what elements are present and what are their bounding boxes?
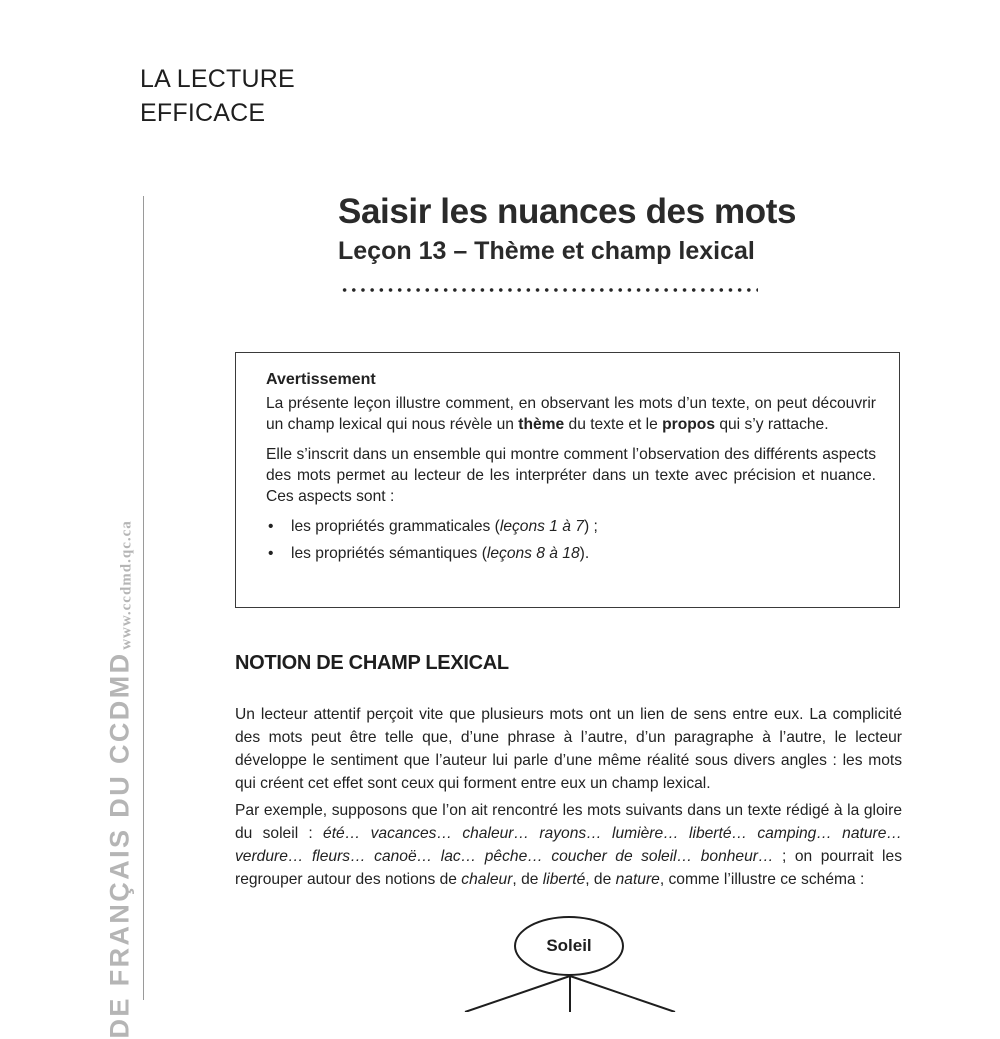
dotted-separator: [340, 287, 758, 293]
bullet-icon: •: [268, 545, 274, 562]
example-words: été… vacances… chaleur… rayons… lumière… liberté… camping… nature… verdure… fleurs… canoë… lac… pêche… coucher de soleil… bonheur…: [235, 825, 902, 865]
branch-right: [570, 976, 675, 1012]
document-header: [140, 62, 295, 130]
notion-liberte: liberté: [542, 871, 586, 888]
notion-nature: nature: [615, 871, 660, 888]
lesson-reference: leçons 8 à 18: [486, 545, 580, 562]
page-title: Saisir les nuances des mots: [338, 192, 797, 231]
title-block: [338, 190, 796, 266]
warning-title: Avertissement: [266, 371, 376, 388]
diagram-branches: [420, 972, 720, 1012]
list-item: • les propriétés sémantiques (leçons 8 à 18).: [268, 545, 590, 562]
sidebar-url: www.ccdmd.qc.ca: [118, 520, 135, 650]
keyword-propos: propos: [662, 416, 715, 433]
page-subtitle: Leçon 13 – Thème et champ lexical: [338, 237, 755, 265]
margin-rule: [143, 196, 144, 1000]
warning-paragraph-1: La présente leçon illustre comment, en observant les mots d’un texte, on peut découvrir un champ lexical qui nous révèle un thème du texte et le propos qui s’y rattache.: [266, 395, 876, 433]
warning-box: [235, 352, 900, 608]
lesson-reference: leçons 1 à 7: [499, 518, 584, 535]
header-line-2: EFFICACE: [140, 99, 266, 127]
sidebar-brand: DE FRANÇAIS DU CCDMD: [104, 651, 135, 1039]
body-paragraph-2: Par exemple, supposons que l’on ait rencontré les mots suivants dans un texte rédigé à la gloire du soleil : été… vacances… chaleur… rayons… lumière… liberté… camping… nature… verdure… fleurs… canoë… lac… pêche… coucher de soleil… bonheur… ; on pourrait les regrouper autour des notions de chaleur, de liberté, de nature, comme l’illustre ce schéma :: [235, 802, 902, 888]
header-line-1: LA LECTURE: [140, 65, 295, 93]
diagram-center-label: Soleil: [546, 936, 592, 955]
notion-chaleur: chaleur: [461, 871, 513, 888]
bullet-icon: •: [268, 518, 274, 535]
diagram-center-node: [514, 916, 624, 976]
body-paragraph-1: Un lecteur attentif perçoit vite que plusieurs mots ont un lien de sens entre eux. La complicité des mots peut être telle que, d’une phrase à l’autre, d’un paragraphe à l’autre, le lecteur développe le sentiment que l’auteur lui parle d’une même réalité sous divers angles : les mots qui créent cet effet sont ceux qui forment entre eux un champ lexical.: [235, 706, 902, 792]
section-heading: NOTION DE CHAMP LEXICAL: [235, 652, 509, 674]
keyword-theme: thème: [518, 416, 565, 433]
warning-bullet-list: [266, 516, 876, 564]
list-item: • les propriétés grammaticales (leçons 1 à 7) ;: [268, 518, 598, 535]
branch-left: [465, 976, 570, 1012]
warning-paragraph-2: Elle s’inscrit dans un ensemble qui montre comment l’observation des différents aspects des mots permet au lecteur de les interpréter dans un texte avec précision et nuance. Ces aspects sont :: [266, 446, 876, 505]
